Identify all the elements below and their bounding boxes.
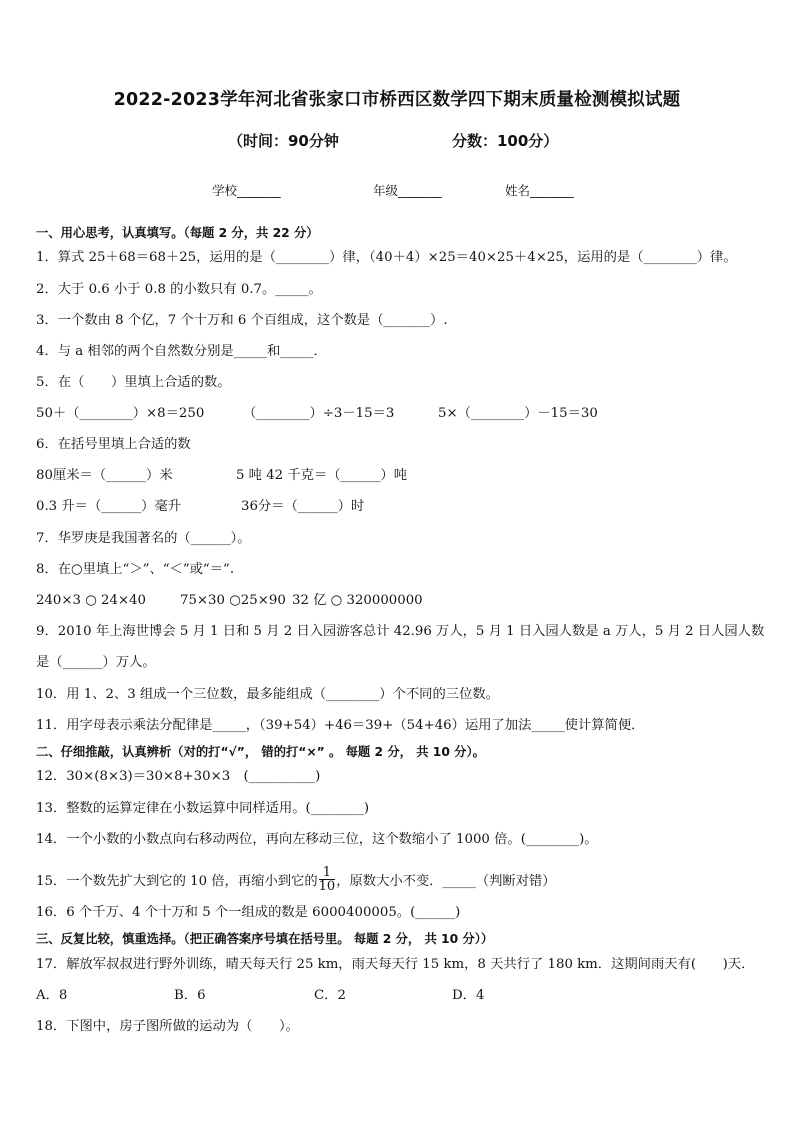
question-9-line-2: 是（______）万人。 xyxy=(36,655,156,670)
question-15-text-b: ，原数大小不变．_____（判断对错） xyxy=(336,874,556,889)
question-8-item-c: 32 亿 ○ 320000000 xyxy=(292,593,423,608)
question-6-item-b: 5 吨 42 千克＝（______）吨 xyxy=(236,468,408,483)
question-5-item-b: （________）÷3－15＝3 xyxy=(243,406,395,421)
page-title: 2022-2023学年河北省张家口市桥西区数学四下期末质量检测模拟试题 xyxy=(113,90,681,110)
question-13: 13．整数的运算定律在小数运算中同样适用。(________) xyxy=(36,801,370,816)
name-field: 姓名_______ xyxy=(505,183,574,198)
question-9-line-1: 9．2010 年上海世博会 5 月 1 日和 5 月 2 日入园游客总计 42.96 万人，5 月 1 日入园人数是 a 万人，5 月 2 日人园人数 xyxy=(36,624,765,639)
question-8-item-a: 240×3 ○ 24×40 xyxy=(36,593,147,608)
question-8: 8．在○里填上“＞”、“＜”或“＝”. xyxy=(36,562,235,577)
grade-field: 年级_______ xyxy=(373,183,442,198)
question-12: 12．30×(8×3)＝30×8+30×3 (__________) xyxy=(36,769,321,784)
question-15 xyxy=(36,865,774,895)
fraction-denominator: 10 xyxy=(318,879,336,894)
question-6-item-d: 36分＝（______）时 xyxy=(241,499,365,514)
school-field: 学校_______ xyxy=(212,183,281,198)
question-5-item-c: 5×（________）－15＝30 xyxy=(438,406,598,421)
section-1-heading: 一、用心思考，认真填写。（每题 2 分，共 22 分） xyxy=(36,226,319,240)
question-1: 1．算式 25＋68＝68＋25，运用的是（________）律，（40＋4）×25＝40×25＋4×25，运用的是（________）律。 xyxy=(36,250,737,265)
question-16: 16．6 个千万、4 个十万和 5 个一组成的数是 6000400005。(______) xyxy=(36,905,461,920)
option-c: C．2 xyxy=(314,988,346,1003)
question-6-item-c: 0.3 升＝（______）毫升 xyxy=(36,499,182,514)
question-6-item-a: 80厘米＝（______）米 xyxy=(36,468,173,483)
section-2-heading: 二、仔细推敲，认真辨析（对的打“√”， 错的打“×” 。 每题 2 分， 共 10 分）。 xyxy=(36,745,485,759)
question-17: 17．解放军叔叔进行野外训练，晴天每天行 25 km，雨天每天行 15 km，8 天共行了 180 km．这期间雨天有( )天． xyxy=(36,957,755,972)
fraction-one-tenth xyxy=(319,866,336,893)
question-4: 4．与 a 相邻的两个自然数分别是_____和_____． xyxy=(36,344,327,359)
question-11: 11．用字母表示乘法分配律是_____，（39+54）+46＝39+（54+46）运用了加法_____使计算简便． xyxy=(36,718,645,733)
question-2: 2．大于 0.6 小于 0.8 的小数只有 0.7。_____。 xyxy=(36,282,322,297)
option-b: B．6 xyxy=(174,988,206,1003)
fraction-numerator: 1 xyxy=(319,866,336,880)
question-10: 10．用 1、2、3 组成一个三位数，最多能组成（________）个不同的三位数。 xyxy=(36,687,499,702)
section-3-heading: 三、反复比较，慎重选择。（把正确答案序号填在括号里。 每题 2 分， 共 10 分）） xyxy=(36,932,494,946)
question-5-item-a: 50＋（________）×8＝250 xyxy=(36,406,205,421)
question-8-item-b: 75×30 ○25×90 xyxy=(180,593,286,608)
question-5: 5．在（ ）里填上合适的数。 xyxy=(36,375,231,390)
question-14: 14．一个小数的小数点向右移动两位，再向左移动三位，这个数缩小了 1000 倍。(________)。 xyxy=(36,832,598,847)
question-15-text-a: 15．一个数先扩大到它的 10 倍，再缩小到它的 xyxy=(36,874,318,889)
option-a: A．8 xyxy=(36,988,68,1003)
question-3: 3．一个数由 8 个亿，7 个十万和 6 个百组成，这个数是（_______）. xyxy=(36,313,448,328)
question-6: 6．在括号里填上合适的数 xyxy=(36,437,191,452)
question-18: 18．下图中，房子图所做的运动为（ ）。 xyxy=(36,1019,299,1034)
time-limit: （时间：90分钟 xyxy=(228,132,339,150)
question-7: 7．华罗庚是我国著名的（______）。 xyxy=(36,531,251,546)
total-score: 分数：100分） xyxy=(452,132,559,150)
option-d: D．4 xyxy=(452,988,485,1003)
